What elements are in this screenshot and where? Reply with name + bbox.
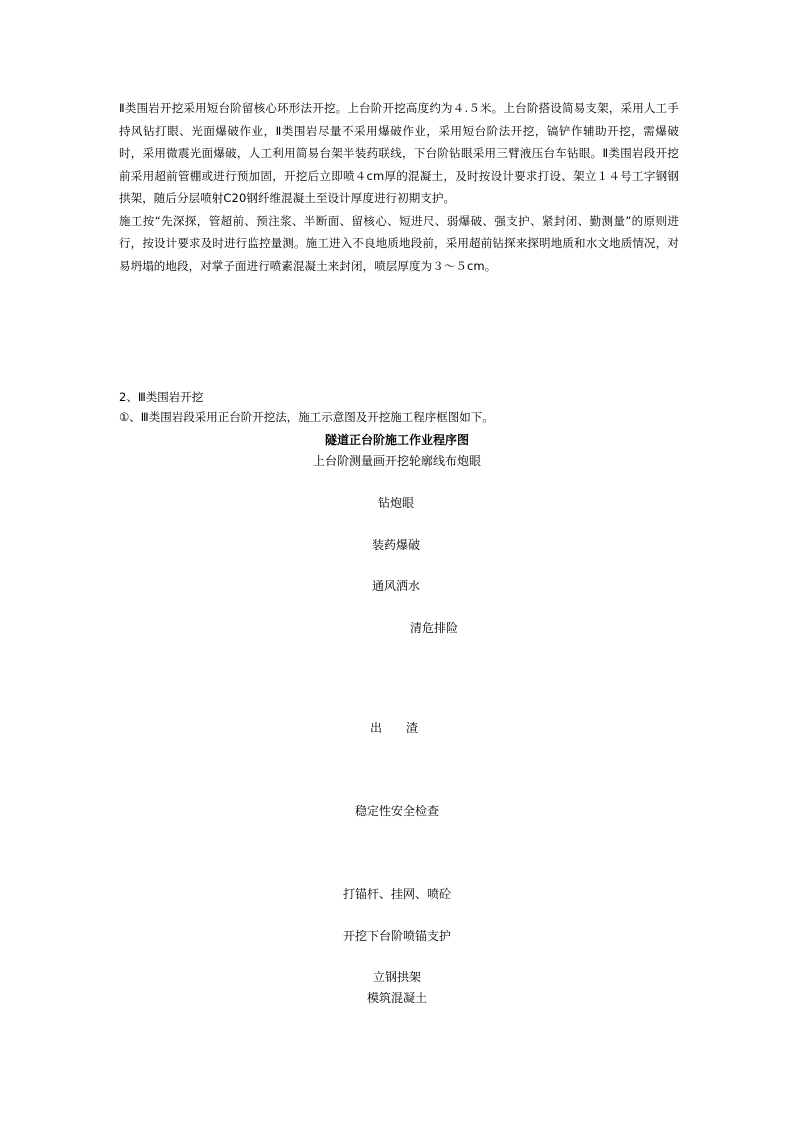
body-text: [119, 97, 679, 277]
flow-step-mucking: 出 渣: [370, 721, 419, 735]
flow-step-steel-arch: 立钢拱架: [373, 970, 422, 984]
flowchart-title: 隧道正台阶施工作业程序图: [324, 433, 469, 447]
section-title: 2、Ⅲ类围岩开挖: [119, 390, 204, 404]
flow-step-lower-bench: 开挖下台阶喷锚支护: [343, 929, 452, 943]
paragraph-construction-principles: 施工按“先深探，管超前、预注浆、半断面、留核心、短进尺、弱爆破、强支护、紧封闭、勤测量”的原则进行，按设计要求及时进行监控量测。施工进入不良地质地段前，采用超前钻探来探明地质和水文地质情况，对易坍塌的地段，对掌子面进行喷素混凝土来封闭，喷层厚度为３～５cm。: [119, 213, 679, 273]
flow-step-blast: 装药爆破: [372, 538, 421, 552]
section-intro: ①、Ⅲ类围岩段采用正台阶开挖法，施工示意图及开挖施工程序框图如下。: [119, 410, 494, 424]
flow-step-survey: 上台阶测量画开挖轮廓线布炮眼: [313, 454, 482, 468]
flow-step-bolting: 打锚杆、挂网、喷砼: [343, 887, 452, 901]
flow-step-drill: 钻炮眼: [378, 496, 415, 510]
flow-step-ventilate: 通风洒水: [372, 579, 421, 593]
flow-step-stability-check: 稳定性安全检查: [355, 804, 440, 818]
paragraph-class-ii-excavation: Ⅱ类围岩开挖采用短台阶留核心环形法开挖。上台阶开挖高度约为４.５米。上台阶搭设简易支架，采用人工手持风钻打眼、光面爆破作业，Ⅱ类围岩尽量不采用爆破作业，采用短台阶法开挖，镐铲作辅助开挖，需爆破时，采用微震光面爆破，人工利用简易台架半装药联线，下台阶钻眼采用三臂液压台车钻眼。Ⅱ类围岩段开挖前采用超前管棚或进行预加固，开挖后立即喷４cm厚的混凝土，及时按设计要求打设、架立１４号工字钢钢拱架，随后分层喷射C20钢纤维混凝土至设计厚度进行初期支护。: [119, 101, 679, 205]
flow-step-scale: 清危排险: [410, 621, 459, 635]
flow-step-concrete-lining: 模筑混凝土: [367, 991, 428, 1005]
